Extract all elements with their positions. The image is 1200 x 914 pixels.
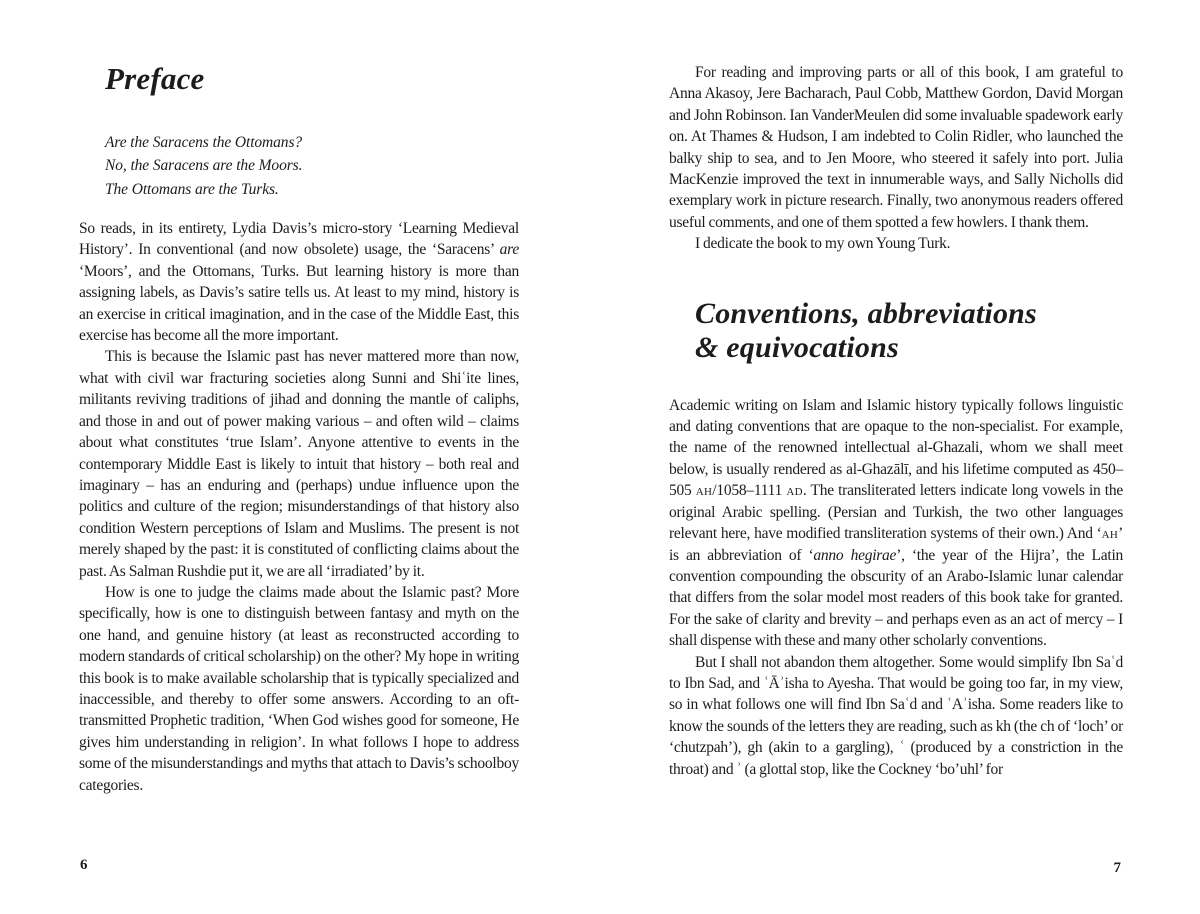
text-run: Academic writing on Islam and Islamic history typically follows linguistic and dating conventions that are opaque to the non-specialist. For example, the name of the renowned intellectual al-Ghazali, whom we shall meet below, is usually rendered as al-Ghazālī, and his lifetime computed as 450–505 xyxy=(669,396,1123,500)
epigraph xyxy=(105,131,519,202)
text-run: anno hegirae xyxy=(813,546,897,564)
chapter-title: Preface xyxy=(105,61,205,96)
paragraph xyxy=(669,62,1123,233)
text-run: ad xyxy=(786,482,803,500)
text-run: are xyxy=(499,241,519,259)
epigraph-line: The Ottomans are the Turks. xyxy=(105,180,279,198)
paragraph xyxy=(79,346,519,581)
paragraph xyxy=(79,218,519,346)
paragraph xyxy=(669,233,1123,254)
left-page-body xyxy=(79,218,519,796)
text-run: So reads, in its entirety, Lydia Davis’s micro-story ‘Learning Medieval History’. In conventional (and now obsolete) usage, the ‘Saracens’ xyxy=(79,220,519,259)
page-number-left: 6 xyxy=(80,857,88,873)
text-run: ah xyxy=(1101,525,1119,543)
text-run: How is one to judge the claims made about the Islamic past? More specifically, how is one to distinguish between fantasy and myth on the one hand, and genuine history (at least as reconstructed according to modern standards of critical scholarship) on the other? My hope in writing this book is to make available scholarship that is typically specialized and inaccessible, and thereby to offer some answers. According to an oft-transmitted Prophetic tradition, ‘When God wishes good for someone, He gives him understanding in religion’. In what follows I hope to address some of the misunderstandings and myths that attach to Davis’s schoolboy categories. xyxy=(79,583,519,794)
section-title xyxy=(695,297,1123,365)
text-run: For reading and improving parts or all of this book, I am grateful to Anna Akasoy, Jere Bacharach, Paul Cobb, Matthew Gordon, David Morgan and John Robinson. Ian VanderMeulen did some invaluable spadework early on. At Thames & Hudson, I am indebted to Colin Ridler, who launched the balky ship to sea, and to Jen Moore, who steered it safely into port. Julia MacKenzie improved the text in innumerable ways, and Sally Nicholls did exemplary work in picture research. Finally, two anonymous readers offered useful comments, and one of them spotted a few howlers. I thank them. xyxy=(669,64,1123,231)
text-run: /1058–1111 xyxy=(712,482,787,500)
epigraph-line: No, the Saracens are the Moors. xyxy=(105,157,303,175)
right-page-intro-body xyxy=(669,62,1123,255)
right-page xyxy=(669,0,1123,914)
paragraph xyxy=(669,652,1123,780)
paragraph xyxy=(79,582,519,796)
left-page xyxy=(79,0,519,914)
text-run: ’, ‘the year of the Hijra’, the Latin convention compounding the obscurity of an Arabo-Islamic lunar calendar that differs from the solar model most readers of this book take for granted. For the sake of clarity and brevity – and perhaps even as an act of mercy – I shall dispense with these and many other scholarly conventions. xyxy=(669,546,1124,650)
text-run: I dedicate the book to my own Young Turk. xyxy=(695,235,951,253)
right-page-body xyxy=(669,395,1123,780)
text-run: ‘Moors’, and the Ottomans, Turks. But learning history is more than assigning labels, as Davis’s satire tells us. At least to my mind, history is an exercise in critical imagination, and in the case of the Middle East, this exercise has become all the more important. xyxy=(79,262,519,345)
section-title-line: Conventions, abbreviations xyxy=(695,296,1037,330)
paragraph xyxy=(669,395,1123,652)
section-title-line: & equivocations xyxy=(695,330,899,364)
text-run: This is because the Islamic past has never mattered more than now, what with civil war fracturing societies along Sunni and Shiʿite lines, militants reviving traditions of jihad and donning the mantle of caliphs, and those in and out of power making various – and often wild – claims about what constitutes ‘true Islam’. Anyone attentive to events in the contemporary Middle East is likely to intuit that history – both real and imaginary – has an enduring and (perhaps) undue influence upon the politics and culture of the region; misunderstandings of that history also condition Western perceptions of Islam and Muslims. The present is not merely shaped by the past: it is constituted of conflicting claims about the past. As Salman Rushdie put it, we are all ‘irradiated’ by it. xyxy=(79,348,519,580)
text-run: ah xyxy=(695,482,713,500)
text-run: . The transliterated letters indicate long vowels in the original Arabic spelling. (Persian and Turkish, the two other languages relevant here, have modified transliteration systems of their own.) And ‘ xyxy=(669,482,1123,543)
text-run: ’ is an abbreviation of ‘ xyxy=(669,525,1123,564)
epigraph-line: Are the Saracens the Ottomans? xyxy=(105,133,303,151)
text-run: But I shall not abandon them altogether. Some would simplify Ibn Saʿd to Ibn Sad, and ʿĀʾisha to Ayesha. That would be going too far, in my view, so in what follows one will find Ibn Saʿd and ʿAʾisha. Some readers like to know the sounds of the letters they are reading, such as kh (the ch of ‘loch’ or ‘chutzpah’), gh (akin to a gargling), ʿ (produced by a constriction in the throat) and ʾ (a glottal stop, like the Cockney ‘bo’uhl’ for xyxy=(669,653,1123,778)
page-number-right: 7 xyxy=(1113,860,1121,876)
